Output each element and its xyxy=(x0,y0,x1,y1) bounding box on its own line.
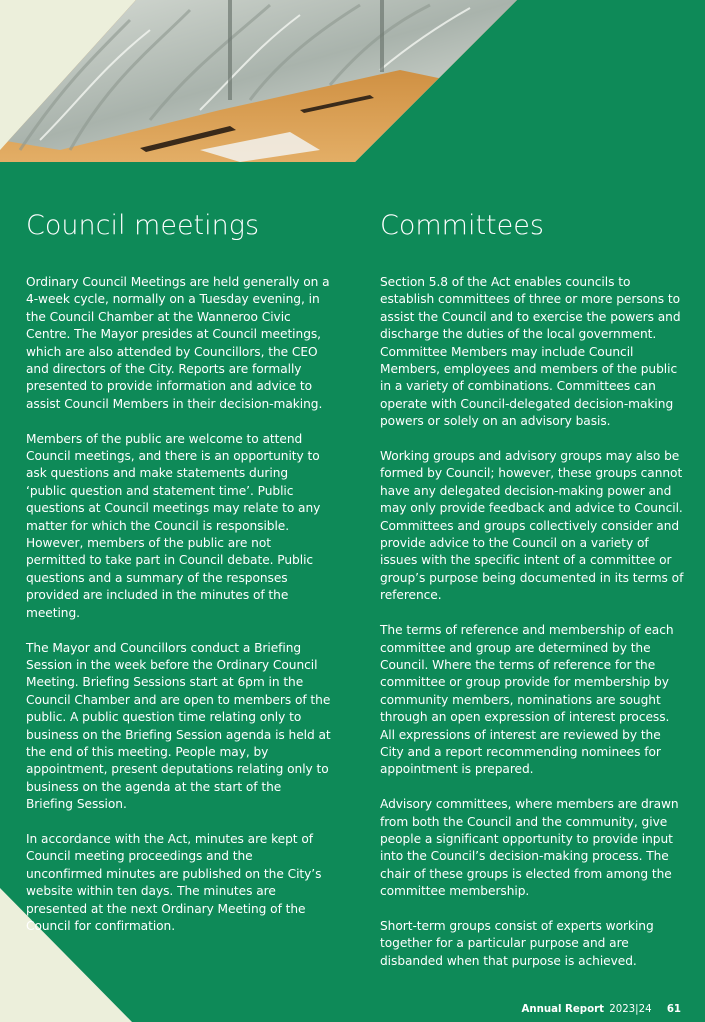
footer-report-label: Annual Report xyxy=(521,1004,604,1015)
committees-paragraph: The terms of reference and membership of each committee and group are determined by the Council. Where the terms of reference for the committee or group provide for membership by community members, nominations are sought through an open expression of interest process. All expressions of interest are reviewed by the City and a report recommending nominees for appointment is prepared. xyxy=(380,623,674,777)
council-meetings-heading: Council meetings xyxy=(26,210,260,241)
council-meetings-paragraph: In accordance with the Act, minutes are kept of Council meeting proceedings and the unconfirmed minutes are published on the City’s website within ten days. The minutes are presented at the next Ordinary Meeting of the Council for confirmation. xyxy=(26,831,322,933)
committees-paragraph: Working groups and advisory groups may also be formed by Council; however, these groups cannot have any delegated decision-making power and may only provide feedback and advice to Council. Committees and groups collectively consider and provide advice to the Council on a variety of issues with the specific intent of a committee or group’s purpose being documented in its terms of reference. xyxy=(380,449,684,603)
council-meetings-paragraph: Members of the public are welcome to attend Council meetings, and there is an opportunity to ask questions and make statements during ‘public question and statement time’. Public questions at Council meetings may relate to any matter for which the Council is responsible. However, members of the public are not permitted to take part in Council debate. Public questions and a summary of the responses provided are included in the minutes of the meeting. xyxy=(26,431,321,620)
council-meetings-paragraph: Ordinary Council Meetings are held generally on a 4-week cycle, normally on a Tuesday evening, in the Council Chamber at the Wanneroo Civic Centre. The Mayor presides at Council meetings, which are also attended by Councillors, the CEO and directors of the City. Reports are formally presented to provide information and advice to assist Council Members in their decision-making. xyxy=(26,275,330,411)
committees-paragraph: Short-term groups consist of experts working together for a particular purpose and are disbanded when that purpose is achieved. xyxy=(380,918,654,968)
council-meetings-section xyxy=(26,206,331,953)
council-meetings-paragraph: The Mayor and Councillors conduct a Briefing Session in the week before the Ordinary Council Meeting. Briefing Sessions start at 6pm in the Council Chamber and are open to members of the public. A public question time relating only to business on the Briefing Session agenda is held at the end of this meeting. People may, by appointment, present deputations relating only to business on the agenda at the start of the Briefing Session. xyxy=(26,640,331,812)
committees-heading: Committees xyxy=(380,210,544,241)
committees-paragraph: Advisory committees, where members are drawn from both the Council and the community, give people a significant opportunity to provide input into the Council’s decision-making process. The chair of these groups is elected from among the committee membership. xyxy=(380,797,679,899)
page-footer xyxy=(521,1004,681,1015)
page-number: 61 xyxy=(666,1004,681,1015)
committees-section xyxy=(380,206,685,988)
committees-paragraph: Section 5.8 of the Act enables councils to establish committees of three or more persons to assist the Council and to exercise the powers and discharge the duties of the local government. Committee Members may include Council Members, employees and members of the public in a variety of combinations. Committees can operate with Council-delegated decision-making powers or solely on an advisory basis. xyxy=(380,275,681,429)
footer-year: 2023|24 xyxy=(609,1004,652,1015)
